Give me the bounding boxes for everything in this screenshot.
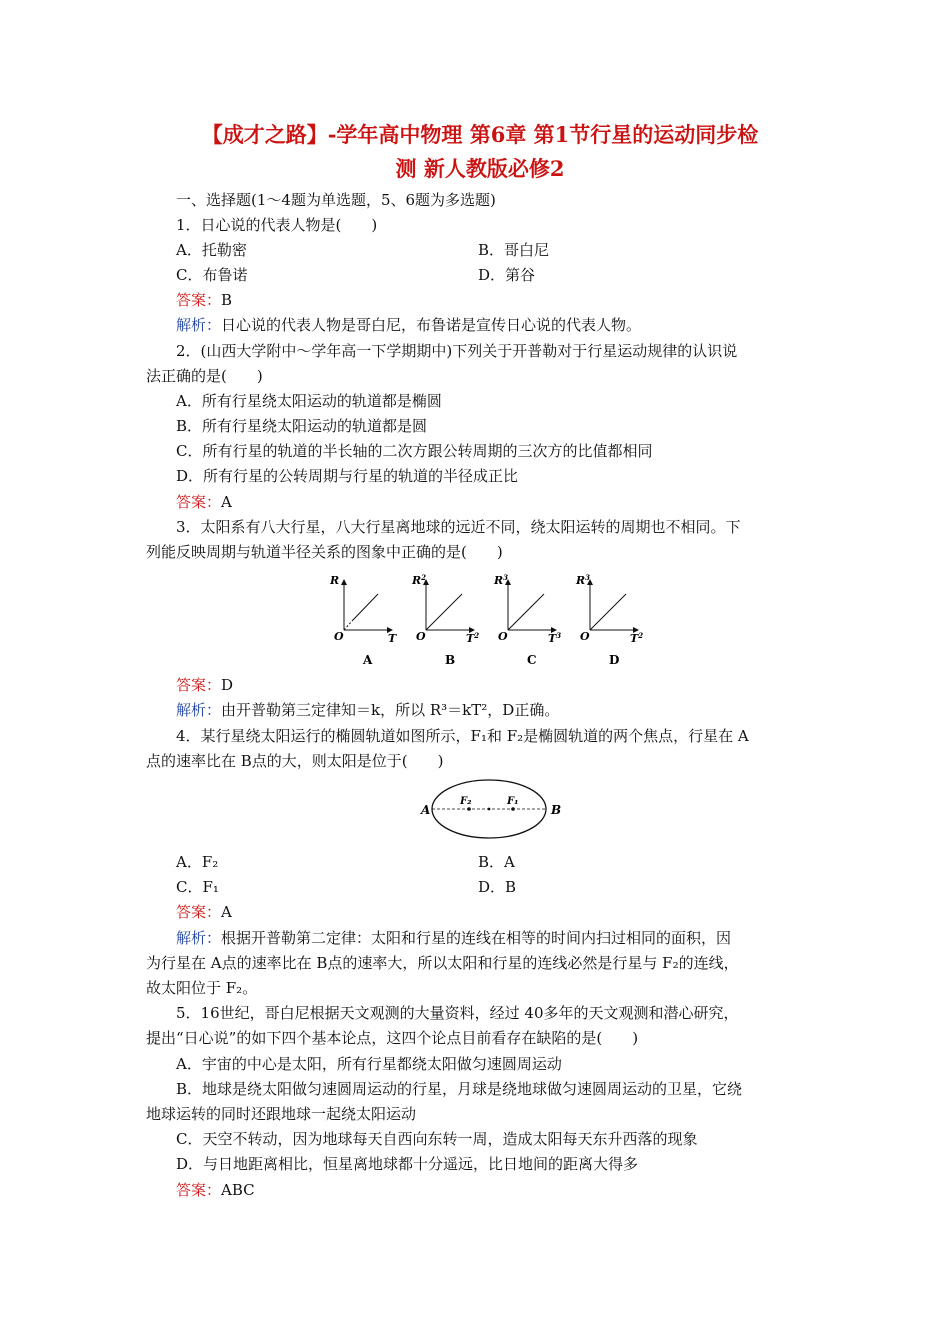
- focus-f1-dot: [511, 807, 515, 811]
- graph-b: [411, 573, 479, 667]
- analysis-label: 解析：: [176, 701, 222, 719]
- q1-answer: [176, 290, 232, 310]
- graph-d-caption: D: [609, 653, 620, 667]
- graph-c-caption: C: [527, 653, 537, 667]
- graph-b-x-label: $T^2$: [466, 631, 480, 645]
- q4-option-a: A．F₂: [176, 853, 219, 871]
- focus-f2-dot: [467, 807, 471, 811]
- graph-d: [575, 573, 643, 667]
- q3-answer-value: D: [221, 676, 234, 694]
- center-dot: [488, 808, 491, 811]
- q5-option-b-1: B．地球是绕太阳做匀速圆周运动的行星，月球是绕地球做匀速圆周运动的卫星，它绕: [176, 1080, 743, 1098]
- graph-c-x-label: $T^3$: [548, 631, 562, 645]
- q1-stem: 1．日心说的代表人物是( ): [176, 216, 378, 234]
- q3-analysis-text: 由开普勒第三定律知＝k，所以 R³＝kT²，D正确。: [221, 701, 560, 719]
- q4-stem-1: 4．某行星绕太阳运行的椭圆轨道如图所示，F₁和 F₂是椭圆轨道的两个焦点，行星在 A: [176, 727, 749, 745]
- q3-analysis: [176, 700, 559, 720]
- q4-answer: [176, 902, 232, 922]
- q5-answer: [176, 1180, 255, 1200]
- q5-stem-1: 5．16世纪，哥白尼根据天文观测的大量资料，经过 40多年的天文观测和潜心研究，: [176, 1004, 739, 1022]
- q3-stem-2: 列能反映周期与轨道半径关系的图象中正确的是( ): [146, 543, 503, 561]
- doc-title-line2: 测 新人教版必修2: [395, 156, 565, 181]
- q4-analysis-1: [176, 928, 731, 948]
- graph-a: [329, 574, 397, 667]
- q2-answer: [176, 492, 232, 512]
- graph-b-origin: O: [416, 630, 426, 643]
- graph-b-y-label: $R^2$: [412, 573, 427, 587]
- q1-option-c: C．布鲁诺: [176, 266, 248, 284]
- graph-a-caption: A: [363, 653, 373, 667]
- graph-c: [493, 573, 561, 667]
- answer-label: 答案：: [176, 676, 222, 694]
- q2-option-b: B．所有行星绕太阳运动的轨道都是圆: [176, 417, 428, 435]
- q5-answer-value: ABC: [221, 1181, 255, 1199]
- q1-option-a: A．托勒密: [176, 241, 247, 259]
- q5-option-a: A．宇宙的中心是太阳，所有行星都绕太阳做匀速圆周运动: [176, 1055, 562, 1073]
- q3-answer: [176, 675, 233, 695]
- focus-f1-label: F₁: [507, 796, 519, 807]
- point-a-label: A: [421, 803, 431, 817]
- graph-d-origin: O: [580, 630, 590, 643]
- q4-ellipse-figure: [415, 776, 575, 844]
- point-b-label: B: [551, 803, 562, 817]
- q2-stem-1: 2．(山西大学附中～学年高一下学期期中)下列关于开普勒对于行星运动规律的认识说: [176, 342, 738, 360]
- graph-d-y-label: $R^3$: [576, 573, 591, 587]
- q4-analysis-text-1: 根据开普勒第二定律：太阳和行星的连线在相等的时间内扫过相同的面积，因: [221, 929, 732, 947]
- graph-d-x-label: $T^2$: [630, 631, 644, 645]
- graph-a-x-label: T: [388, 632, 397, 645]
- doc-title-line1: 【成才之路】-学年高中物理 第6章 第1节行星的运动同步检: [201, 122, 759, 147]
- q1-answer-value: B: [221, 291, 233, 309]
- q4-answer-value: A: [221, 903, 232, 921]
- q5-option-c: C．天空不转动，因为地球每天自西向东转一周，造成太阳每天东升西落的现象: [176, 1130, 698, 1148]
- q4-option-c: C．F₁: [176, 878, 219, 896]
- graph-a-y-label: R: [330, 574, 340, 587]
- answer-label: 答案：: [176, 291, 222, 309]
- answer-label: 答案：: [176, 903, 222, 921]
- q2-option-d: D．所有行星的公转周期与行星的轨道的半径成正比: [176, 467, 519, 485]
- q2-option-a: A．所有行星绕太阳运动的轨道都是椭圆: [176, 392, 442, 410]
- graph-b-caption: B: [445, 653, 456, 667]
- q3-graphs-figure: [320, 568, 670, 670]
- analysis-label: 解析：: [176, 929, 222, 947]
- q4-analysis-3: 故太阳位于 F₂。: [146, 979, 258, 997]
- q4-option-d: D．B: [478, 878, 517, 896]
- q1-analysis-text: 日心说的代表人物是哥白尼，布鲁诺是宣传日心说的代表人物。: [221, 316, 642, 334]
- q5-option-b-2: 地球运转的同时还跟地球一起绕太阳运动: [146, 1105, 417, 1123]
- answer-label: 答案：: [176, 493, 222, 511]
- graph-c-origin: O: [498, 630, 508, 643]
- q1-analysis: [176, 315, 641, 335]
- q1-option-d: D．第谷: [478, 266, 536, 284]
- q3-stem-1: 3．太阳系有八大行星，八大行星离地球的远近不同，绕太阳运转的周期也不相同。下: [176, 518, 741, 536]
- analysis-label: 解析：: [176, 316, 222, 334]
- section-heading: 一、选择题(1～4题为单选题，5、6题为多选题): [176, 191, 496, 209]
- q5-option-d: D．与日地距离相比，恒星离地球都十分遥远，比日地间的距离大得多: [176, 1155, 639, 1173]
- graph-c-y-label: $R^3$: [494, 573, 509, 587]
- q4-option-b: B．A: [478, 853, 515, 871]
- q4-analysis-2: 为行星在 A点的速率比在 B点的速率大，所以太阳和行星的连线必然是行星与 F₂的连线，: [146, 954, 739, 972]
- q4-stem-2: 点的速率比在 B点的大，则太阳是位于( ): [146, 752, 444, 770]
- q2-option-c: C．所有行星的轨道的半长轴的二次方跟公转周期的三次方的比值都相同: [176, 442, 653, 460]
- q5-stem-2: 提出“日心说”的如下四个基本论点，这四个论点目前看存在缺陷的是( ): [146, 1029, 639, 1047]
- q1-option-b: B．哥白尼: [478, 241, 550, 259]
- focus-f2-label: F₂: [460, 796, 472, 807]
- answer-label: 答案：: [176, 1181, 222, 1199]
- graph-a-origin: O: [334, 630, 344, 643]
- q2-answer-value: A: [221, 493, 232, 511]
- q2-stem-2: 法正确的是( ): [146, 367, 263, 385]
